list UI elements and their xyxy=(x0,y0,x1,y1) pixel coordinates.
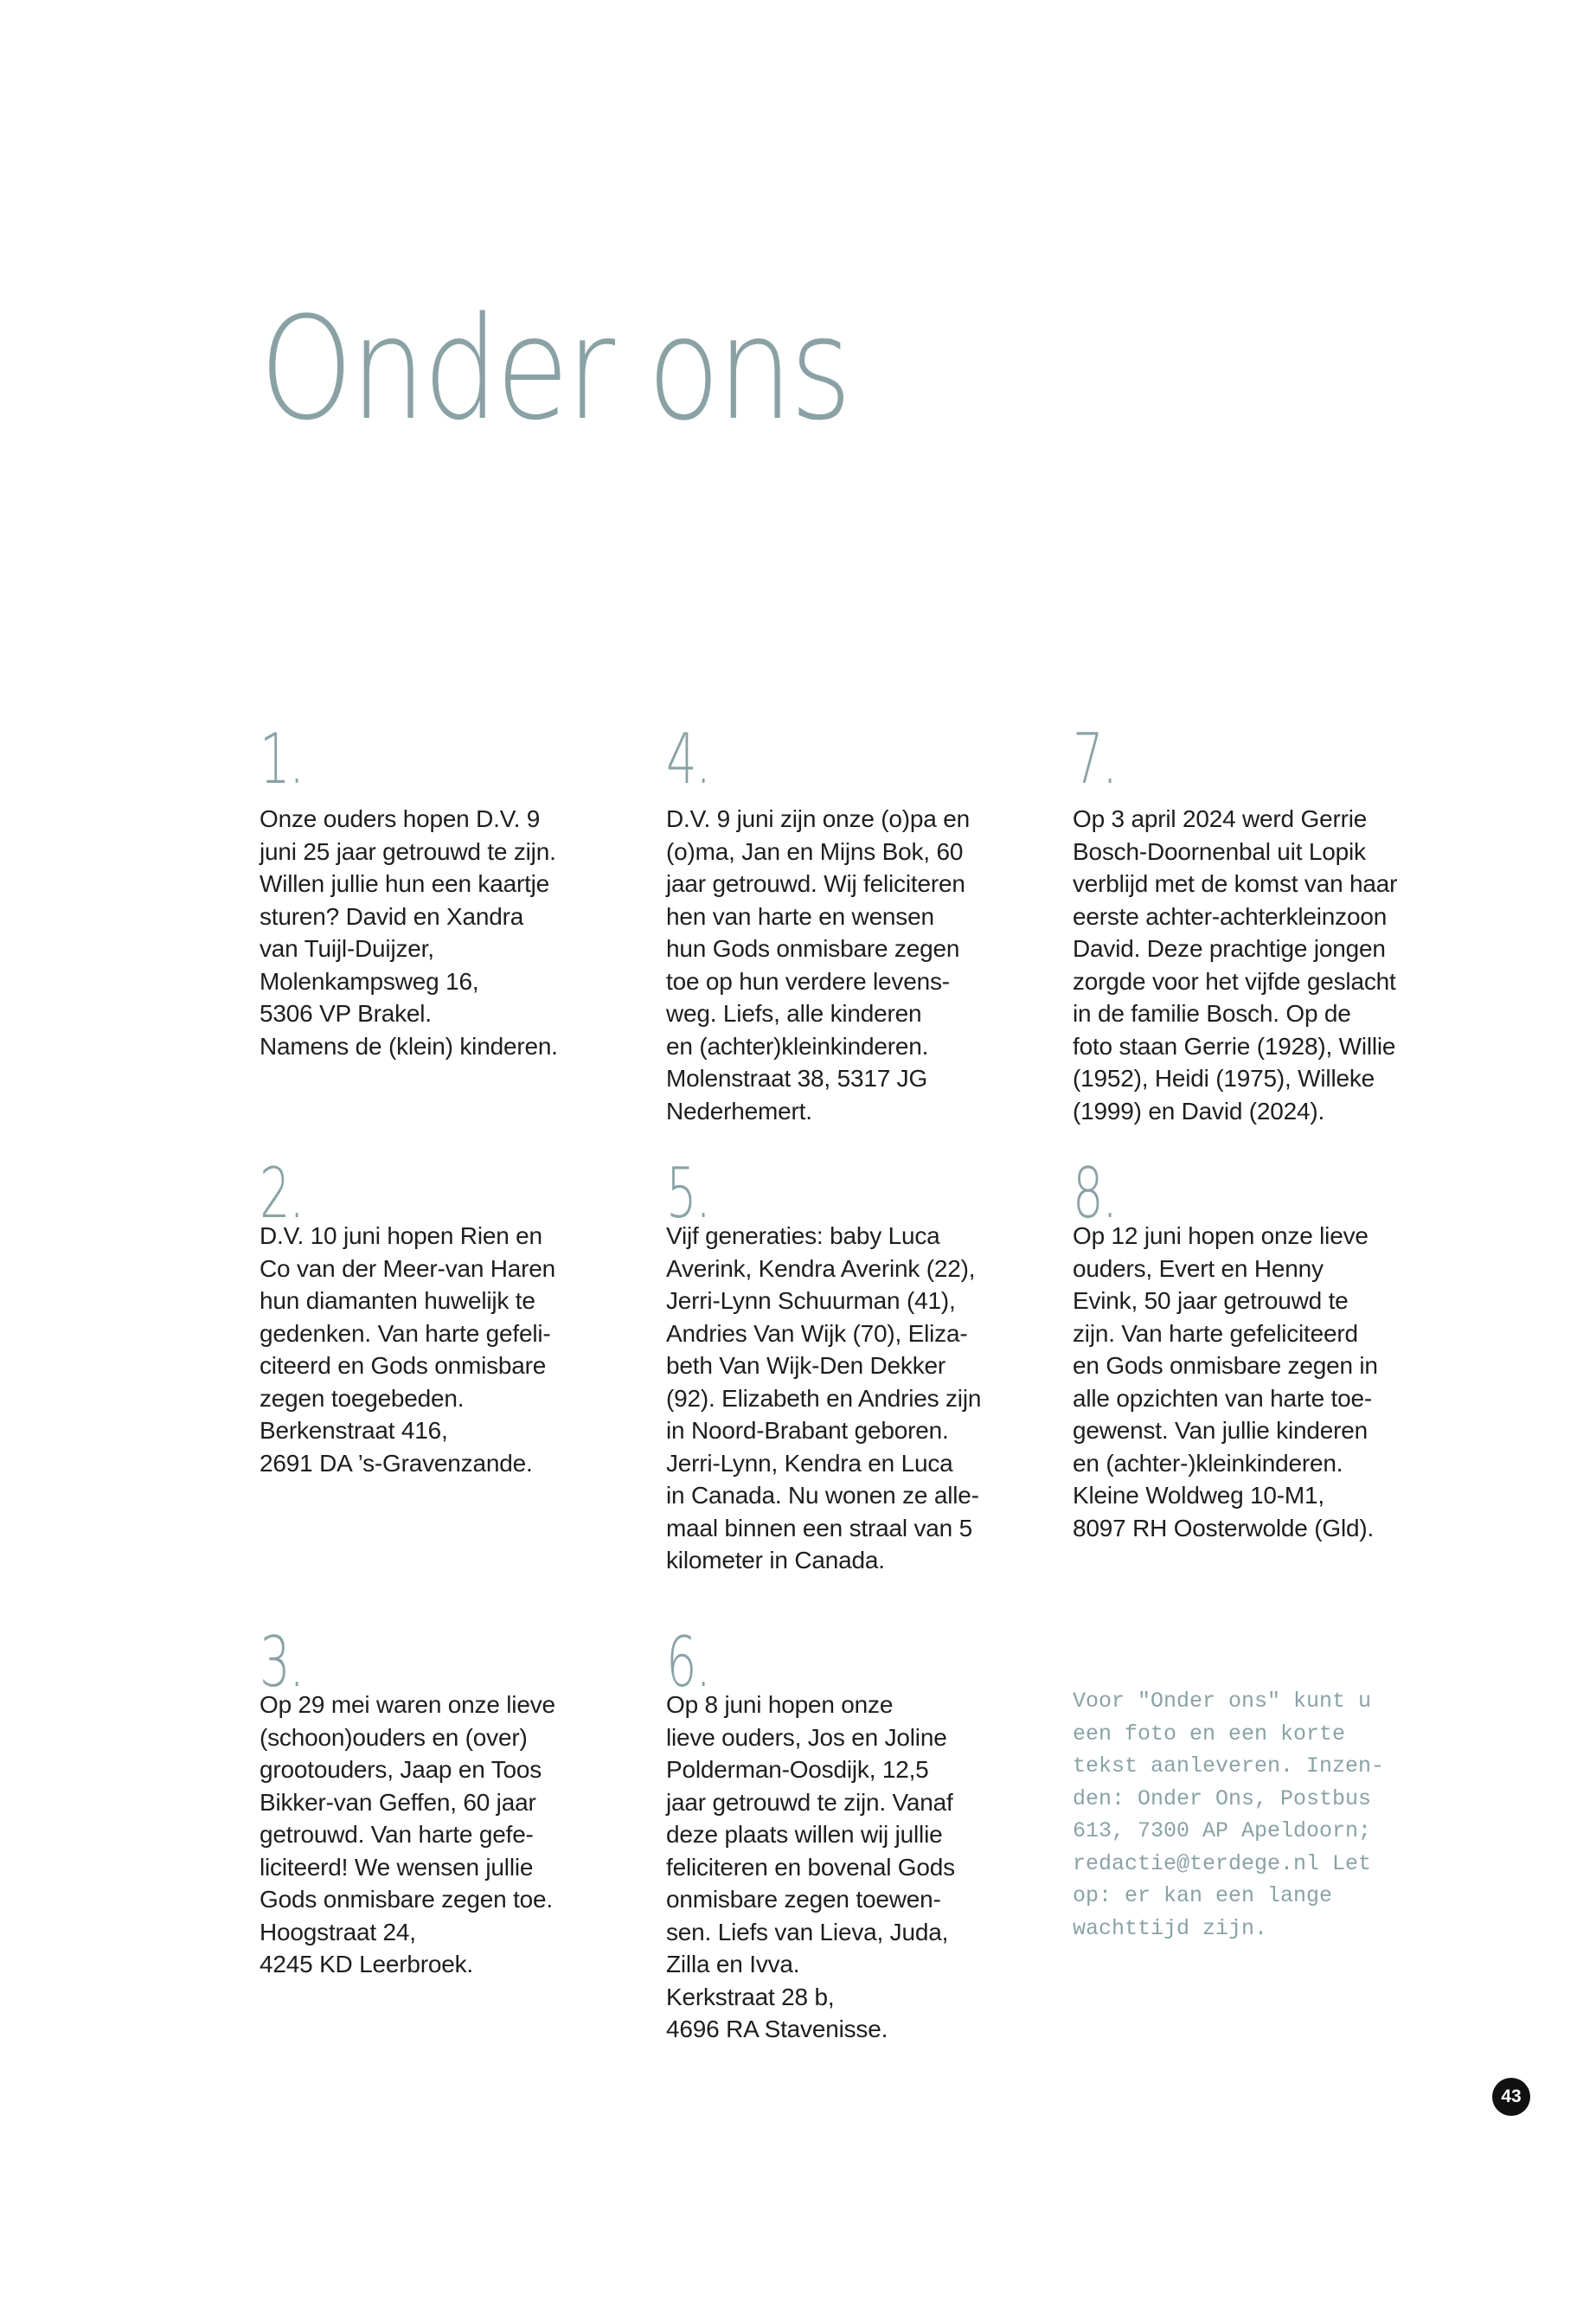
announcement-text: Vijf generaties: baby Luca Averink, Kendra Averink (22), Jerri-Lynn Schuurman (41), Andries Van Wijk (70), Eliza- beth Van Wijk-Den Dekker (92). Elizabeth en Andries zijn in Noord-Brabant geboren. Jerri-Lynn, Kendra en Luca in Canada. Nu wonen ze alle- maal binnen een straal van 5 kilometer in Canada. xyxy=(666,1222,982,1574)
announcement-text: D.V. 9 juni zijn onze (o)pa en (o)ma, Jan en Mijns Bok, 60 jaar getrouwd. Wij feliciteren hen van harte en wensen hun Gods onmisbare zegen toe op hun verdere levens- weg. Liefs, alle kinderen en (achter)kleinkinderen. Molenstraat 38, 5317 JG Nederhemert. xyxy=(666,805,970,1125)
announcement-text: Onze ouders hopen D.V. 9 juni 25 jaar getrouwd te zijn. Willen jullie hun een kaartje sturen? David en Xandra van Tuijl-Duijzer, Molenkampsweg 16, 5306 VP Brakel. Namens de (klein) kinderen. xyxy=(260,805,558,1060)
item-number: 8. xyxy=(1073,1153,1117,1234)
announcement-text: Op 8 juni hopen onze lieve ouders, Jos en Joline Polderman-Oosdijk, 12,5 jaar getrouwd te zijn. Vanaf deze plaats willen wij jullie feliciteren en bovenal Gods onmisbare zegen toewen- sen. Liefs van Lieva, Juda, Zilla en Ivva. Kerkstraat 28 b, 4696 RA Stavenisse. xyxy=(666,1691,955,2042)
item-number: 7. xyxy=(1073,719,1117,799)
announcement-8 xyxy=(1073,1153,1436,1544)
announcement-4 xyxy=(666,719,1029,1127)
announcement-7 xyxy=(1073,719,1436,1127)
announcement-2 xyxy=(260,1153,623,1479)
announcement-6 xyxy=(666,1622,1029,2046)
page-title: Onder ons xyxy=(260,286,849,452)
item-number: 5. xyxy=(666,1153,710,1234)
announcement-1 xyxy=(260,719,623,1062)
announcement-5 xyxy=(666,1153,1029,1577)
announcement-text: Op 29 mei waren onze lieve (schoon)ouders en (over) grootouders, Jaap en Toos Bikker-van Geffen, 60 jaar getrouwd. Van harte gefe- liciteerd! We wensen jullie Gods onmisbare zegen toe. Hoogstraat 24, 4245 KD Leerbroek. xyxy=(260,1691,555,1977)
submission-note: Voor "Onder ons" kunt u een foto en een korte tekst aanleveren. Inzen- den: Onder Ons, Postbus 613, 7300 AP Apeldoorn; redactie@terdege.nl Let op: er kan een lange wachttijd zijn. xyxy=(1073,1689,1385,1941)
item-number: 2. xyxy=(260,1153,304,1234)
item-number: 4. xyxy=(666,719,710,799)
announcement-text: Op 12 juni hopen onze lieve ouders, Evert en Henny Evink, 50 jaar getrouwd te zijn. Van harte gefeliciteerd en Gods onmisbare zegen in alle opzichten van harte toe- gewenst. Van jullie kinderen en (achter-)kleinkinderen. Kleine Woldweg 10-M1, 8097 RH Oosterwolde (Gld). xyxy=(1073,1222,1378,1541)
item-number: 1. xyxy=(260,719,304,799)
item-number: 6. xyxy=(666,1622,710,1702)
item-number: 3. xyxy=(260,1622,304,1702)
page-number-badge: 43 xyxy=(1492,2078,1530,2116)
announcement-text: Op 3 april 2024 werd Gerrie Bosch-Doornenbal uit Lopik verblijd met de komst van haar eerste achter-achterkleinzoon David. Deze prachtige jongen zorgde voor het vijfde geslacht in de familie Bosch. Op de foto staan Gerrie (1928), Willie (1952), Heidi (1975), Willeke (1999) en David (2024). xyxy=(1073,805,1398,1125)
announcement-text: D.V. 10 juni hopen Rien en Co van der Meer-van Haren hun diamanten huwelijk te gedenken. Van harte gefeli- citeerd en Gods onmisbare zegen toegebeden. Berkenstraat 416, 2691 DA ’s-Gravenzande. xyxy=(260,1222,556,1477)
announcement-3 xyxy=(260,1622,623,1981)
